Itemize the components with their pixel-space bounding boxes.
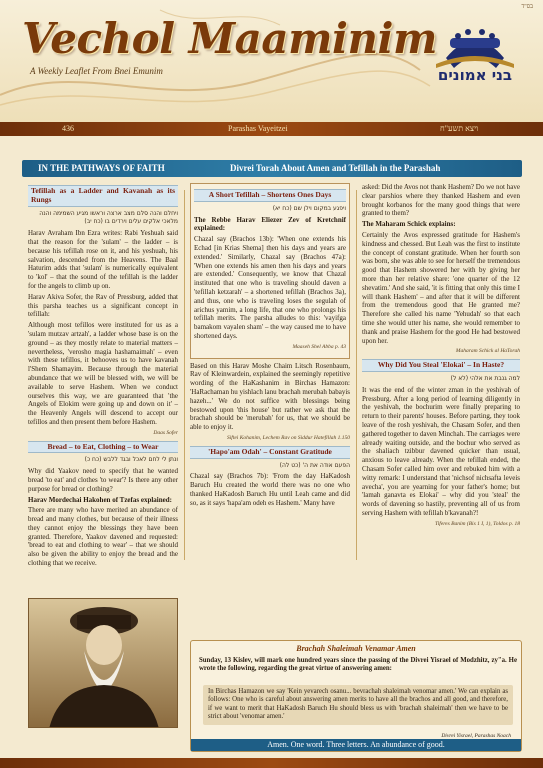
- column-3: [362, 183, 520, 531]
- article-heading: Tefillah as a Ladder and Kavanah as its Rungs: [28, 185, 178, 207]
- article-source: Maharam Schick al HaTorah: [455, 348, 520, 355]
- logo-text: בני אמונים: [437, 66, 513, 84]
- article-paragraph: Based on this Harav Moshe Chaim Litsch Rosenbaum, Rav of Kleinwardein, explained the seemingly repetitive wording of the HaKashanim in Birchas Hamazon: 'HaRachaman hu yishlach lanu brachah merubah babayis hazeh...' We do not suffice with blessings being bestowed upon 'this house' but rather we ask that the brachah should be 'merubah' for us, that we should be able to enjoy it.: [190, 361, 350, 432]
- article-paragraph: The Maharam Schick explains:: [362, 220, 456, 229]
- article-paragraph: The Rebbe Harav Eliezer Zev of Kretchnif explained:: [194, 215, 346, 233]
- column-1: [28, 183, 178, 570]
- article-paragraph: Chazal say (Brachos 7b): 'From the day HaKadosh Baruch Hu created the world there was no one who thanked HaKadosh Baruch Hu until Leah came and did so, as it says 'hapa'am odeh es Hashem.' Many have: [190, 472, 350, 507]
- hebrew-verse: הפעם אודה את ה' (כט לה): [279, 461, 350, 469]
- article-paragraph: asked: Did the Avos not thank Hashem? Do we not have clear parshios where they thanked Hashem and even brought korbanos for the many good things that were granted to them?: [362, 183, 520, 218]
- bsd-mark: בס"ד: [521, 4, 533, 10]
- article-paragraph: Although most tefillos were instituted for us as a 'sulam mutzav artzah', a ladder whose base is on the ground – as they mostly relate to material matters – nevertheless, 'verosho magia hashamaimah' – even with these tefillos, it behooves us to have kavanah l'Shem Shamayim. Because through the material abundance that we will be blessed with, we will be available to serve Hashem. When we conduct ourselves this way, we are guaranteed that 'the Angels of Elokim were going up and down on it' – the Heavenly Angels will descend to accept our tefillos and then present them before Hashem.: [28, 321, 178, 426]
- article-source: Tiferes Banim (Bis 1 I, 1), Toldos p. 18: [434, 520, 520, 527]
- boxed-article: [190, 183, 350, 359]
- banner-right-title: Divrei Torah About Amen and Tefillah in the Parashah: [230, 163, 441, 173]
- article-heading: Bread – to Eat, Clothing – to Wear: [28, 441, 178, 454]
- article-heading: A Short Tefillah – Shortens Ones Days: [194, 189, 346, 202]
- article-paragraph: It was the end of the winter zman in the yeshivah of Pressburg. After a long period of learning diligently in the yeshivah, the bochurim were finally preparing to return to their parents' houses. Before parting, they took leave of the rosh yeshivah, the Chasam Sofer, and then gathered together to daven Minchah. The carriages were already waiting outside, and the bochur who served as the shaliach tzibbur davened quicker than usual, anxious to leave already. When the tefillah ended, the Chasam Sofer called him over and rebuked him with a witty remark: I understand that 'nichsof nichsafta leveis avecha', you are yearning for your father's home; but 'lamah ganavta es Elokai' – why did you 'steal' the words of davening so hastily, preventing all of us from serving Hashem with tefillah b'kavanah?!: [362, 385, 520, 517]
- hebrew-verse: ונתן לי לחם לאכל ובגד ללבש (כח כ): [84, 456, 178, 464]
- brachah-shaleimah-box: [190, 640, 522, 752]
- bnei-emunim-logo-icon: [416, 18, 534, 104]
- article-heading: 'Hapo'am Odah' – Constant Gratitude: [190, 446, 350, 459]
- article-paragraph: Harav Akiva Sofer, the Rav of Pressburg, added that this parsha teaches us a significant concept in tefillah:: [28, 292, 178, 319]
- leaflet-title: Vechol Maaminim: [22, 14, 437, 63]
- box-source: Divrei Yisrael, Parashas Noach: [441, 733, 511, 739]
- article-paragraph: Chazal say (Brachos 13b): 'When one extends his Echad [in Krias Shema] then his days and years are extended.' Similarly, Chazal say (Brachos 47a): 'When one extends his amen then his days and years are extended.' Consequently, we know that Chazal instituted that one who is traveling should daven a 'tefillah ketzarah' – a shortened tefillah (Brachos 3a), and thus, one who is traveling loses the segulah of arichus yamim, a long life, that one who prolongs his tefillah merits. The parsha alludes to this: 'vayifga bamakom vayalen sham' – the way caused me to have shortened days.: [194, 235, 346, 340]
- portrait-illustration-icon: [29, 599, 178, 728]
- article-paragraph: Harav Mordechai Hakohen of Tzefas explained:: [28, 495, 172, 504]
- section-banner: [22, 160, 522, 177]
- column-divider: [356, 190, 357, 560]
- article-source: Daas Sofer: [153, 429, 178, 436]
- article-paragraph: Why did Yaakov need to specify that he wanted bread 'to eat' and clothes 'to wear'? Is there any other purpose for bread or clothing?: [28, 467, 178, 493]
- article-paragraph: There are many who have merited an abundance of bread and many clothes, but because of their illness they cannot enjoy the blessings they have been granted. Therefore, Yaakov davened and requested: 'bread to eat and clothing to wear' – that we should also be given the ability to enjoy the bread and the clothing that we receive.: [28, 506, 178, 568]
- article-paragraph: Harav Avraham Ibn Ezra writes: Rabi Yeshuah said that the reason for the 'sulam' – the ladder – is because his tefillah rose on it, and his yeshuah, his salvation, descended from the Heavens. The Baal Haturim adds that 'sulam' is numerically equivalent to 'kol' – that the sound of the tefillah is the ladder for the angels to climb up on.: [28, 229, 178, 290]
- banner-left-title: IN THE PATHWAYS OF FAITH: [38, 163, 165, 173]
- masthead: [0, 0, 543, 122]
- rebbe-portrait-image: [28, 598, 178, 728]
- column-divider: [184, 190, 185, 560]
- footer-bar: [0, 758, 543, 768]
- article-heading: Why Did You Steal 'Elokai' – In Haste?: [362, 359, 520, 372]
- leaflet-subtitle: A Weekly Leaflet From Bnei Emunim: [30, 66, 163, 76]
- hebrew-verse: למה גנבת את אלהי (לא ל): [450, 374, 520, 382]
- issue-number: 436: [62, 124, 74, 133]
- issue-bar: [0, 122, 543, 136]
- parsha-name: Parashas Vayeitzei: [228, 124, 288, 133]
- amen-tagline: Amen. One word. Three letters. An abundance of good.: [191, 739, 521, 751]
- article-source: Maaseh Shel Abba p. 43: [292, 343, 346, 350]
- box-title: Brachah Shaleimah Venamar Amen: [296, 644, 416, 653]
- box-quote: In Birchas Hamazon we say 'Kein yevarech osanu... bevrachah shaleimah venomar amen.' We can explain as follows: One who is careful about answering amen merits to have all the brachos and all good, and therefore, if we want to merit that HaKadosh Baruch Hu should bless us with 'brachah shaleimah' then we have to be strict about 'venomar amen.': [203, 685, 513, 725]
- hebrew-parsha: ויצא תשע"ח: [440, 124, 479, 133]
- column-2: [190, 183, 350, 510]
- hebrew-verse: ויפגע במקום וילן שם (כח יא): [272, 204, 346, 212]
- hebrew-verse: ויחלם והנה סלם מצב ארצה וראשו מגיע השמימה והנה מלאכי אלקים עלים וירדים בו (כח יב): [39, 209, 178, 226]
- box-lead: Sunday, 13 Kislev, will mark one hundred years since the passing of the Divrei Yisrael of Modzhitz, zy"a. He wrote the following, regarding the great virtue of answering amen:: [199, 657, 517, 673]
- article-paragraph: Certainly the Avos expressed gratitude for Hashem's kindness and chessed. But Leah was the first to institute the concept of constant gratitude. When her fourth son was born, she was able to see for herself the tremendous good that Hashem showered her with by giving her more than her relative share: 'one quarter of the 12 shevatim.' And she said, 'it is fitting that only this time I will thank Hashem' – and after that it will be different from the tremendous good that He granted me? Therefore she called his name 'Yehudah' so that each time she would utter his name, she would remember to thank and praise Hashem for the good He had bestowed upon her.: [362, 230, 520, 345]
- article-source: Siftei Kohanim, Lechem Rav on Siddur Hatefillah 1.150: [227, 434, 350, 441]
